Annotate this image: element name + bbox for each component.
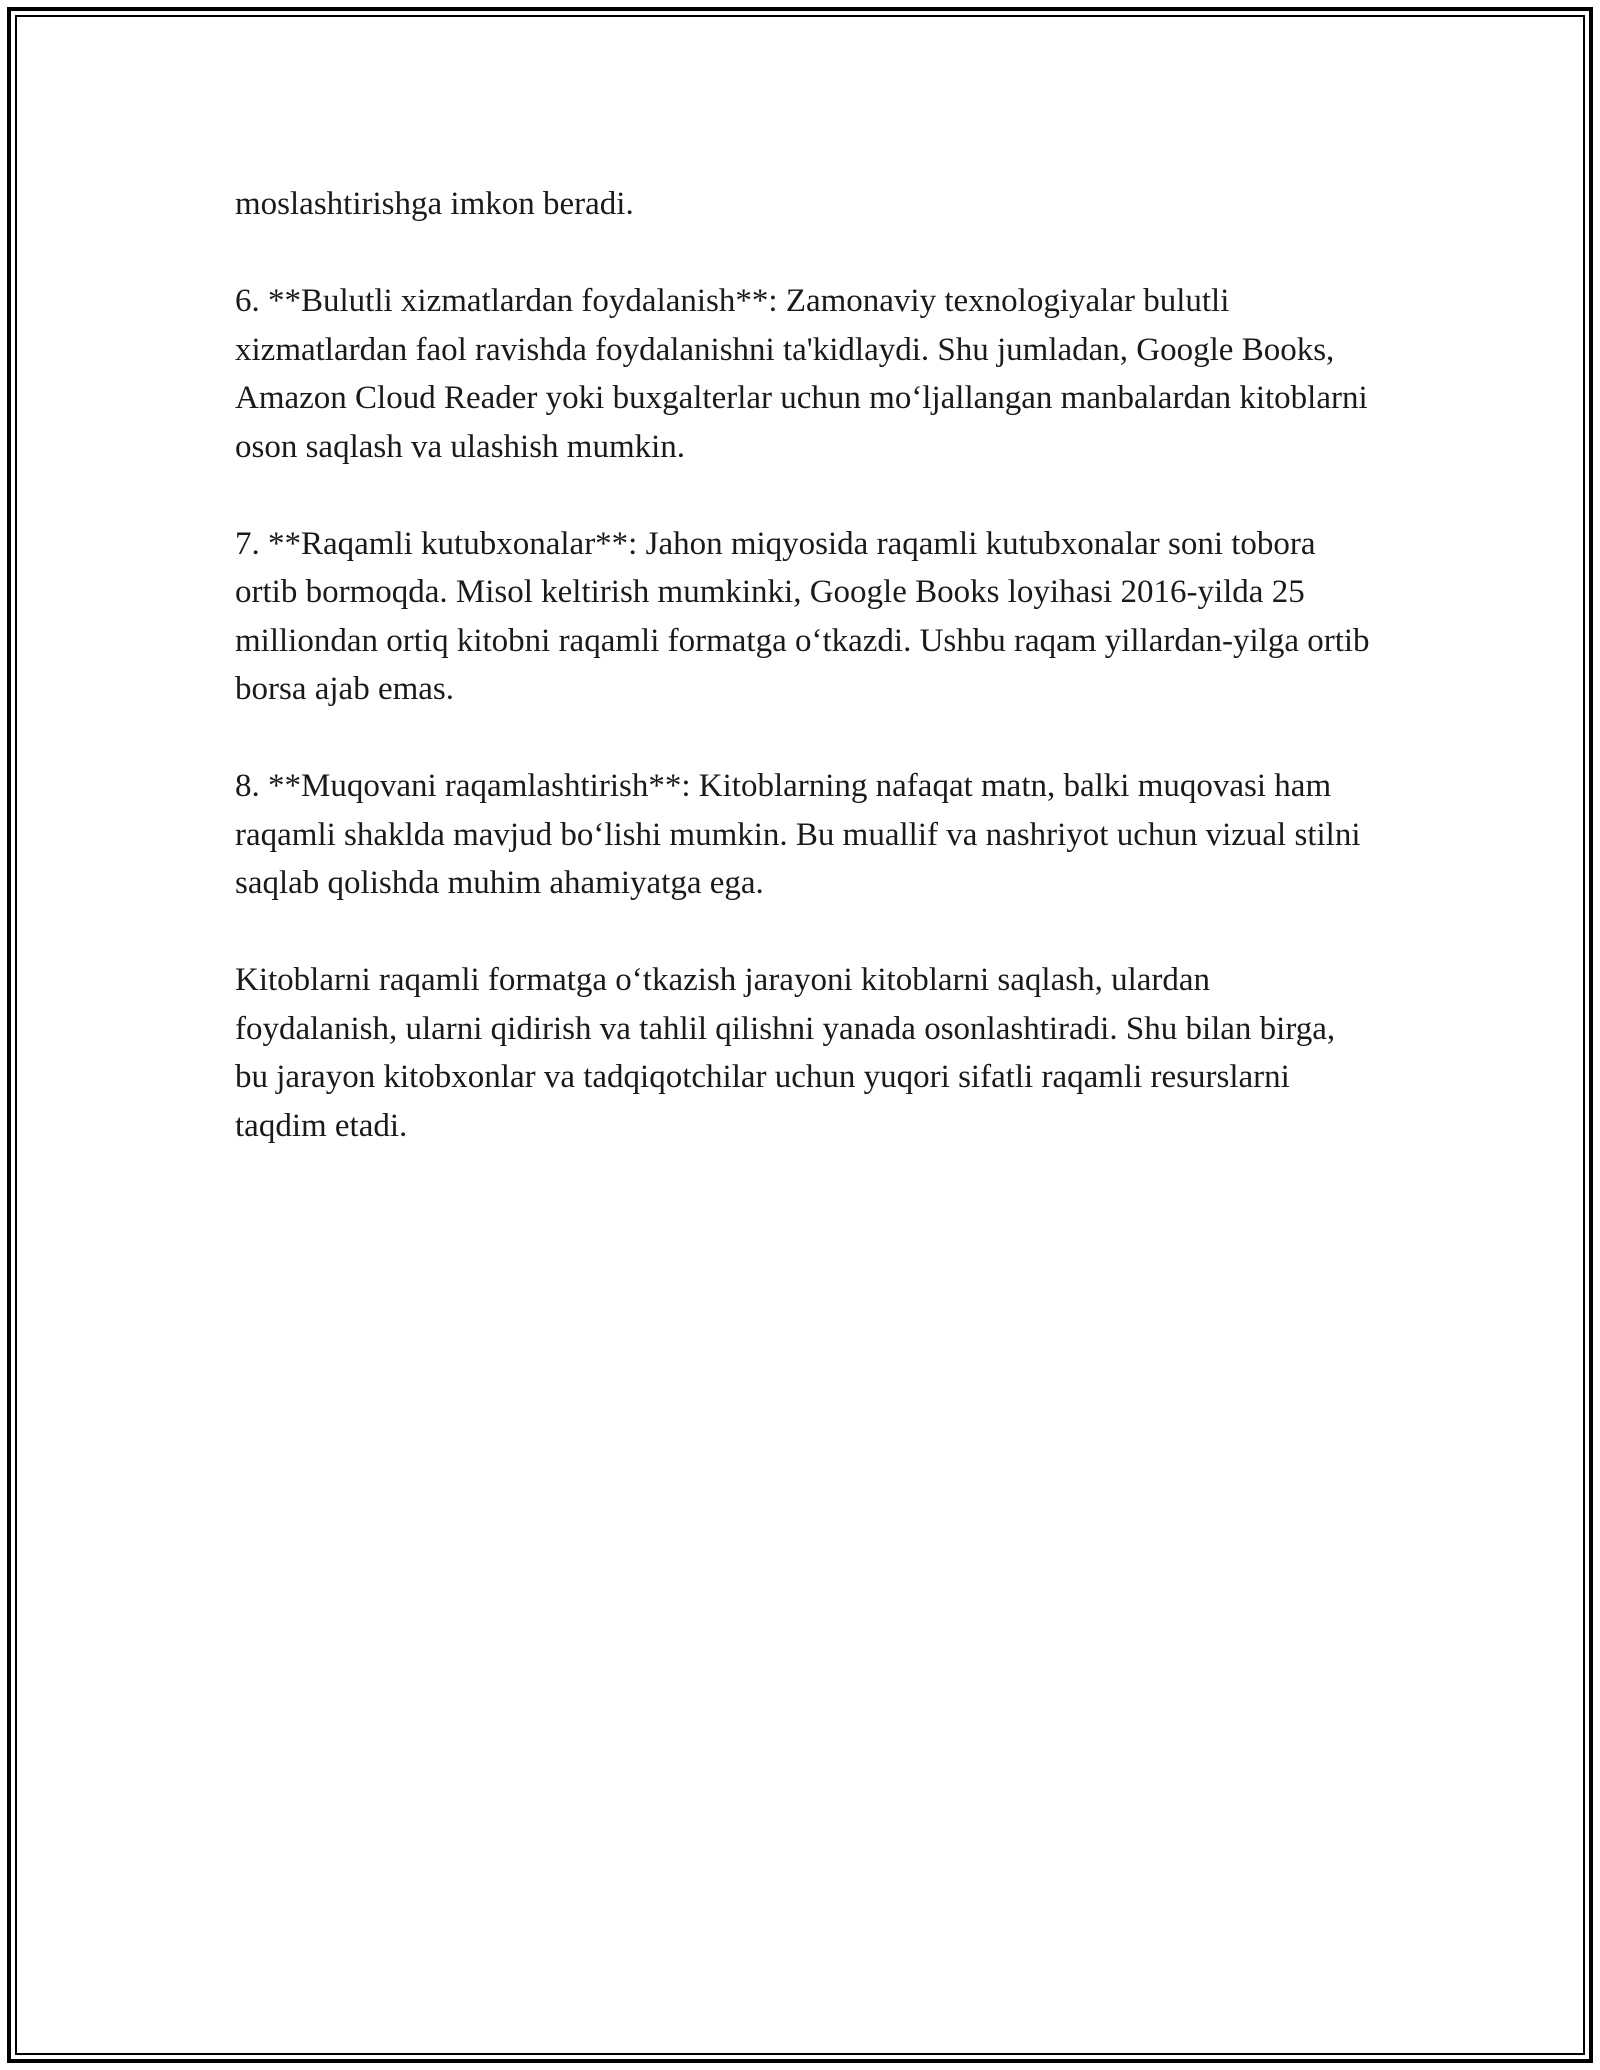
- paragraph-continuation: moslashtirishga imkon beradi.: [235, 186, 634, 222]
- document-body: [235, 180, 1375, 1199]
- paragraph-conclusion: Kitoblarni raqamli formatga o‘tkazish jarayoni kitoblarni saqlash, ulardan foydalanish, ularni qidirish va tahlil qilishni yanada osonlashtiradi. Shu bilan birga, bu jarayon kitobxonlar va tadqiqotchilar uchun yuqori sifatli raqamli resurslarni taqdim etadi.: [235, 962, 1336, 1144]
- paragraph-item-6: 6. **Bulutli xizmatlardan foydalanish**: Zamonaviy texnologiyalar bulutli xizmatlardan faol ravishda foydalanishni ta'kidlaydi. Shu jumladan, Google Books, Amazon Cloud Reader yoki buxgalterlar uchun mo‘ljallangan manbalardan kitoblarni oson saqlash va ulashish mumkin.: [235, 283, 1368, 465]
- paragraph-item-8: 8. **Muqovani raqamlashtirish**: Kitoblarning nafaqat matn, balki muqovasi ham raqamli shaklda mavjud bo‘lishi mumkin. Bu muallif va nashriyot uchun vizual stilni saqlab qolishda muhim ahamiyatga ega.: [235, 768, 1361, 901]
- paragraph-item-7: 7. **Raqamli kutubxonalar**: Jahon miqyosida raqamli kutubxonalar soni tobora ortib bormoqda. Misol keltirish mumkinki, Google Books loyihasi 2016-yilda 25 milliondan ortiq kitobni raqamli formatga o‘tkazdi. Ushbu raqam yillardan-yilga ortib borsa ajab emas.: [235, 525, 1370, 707]
